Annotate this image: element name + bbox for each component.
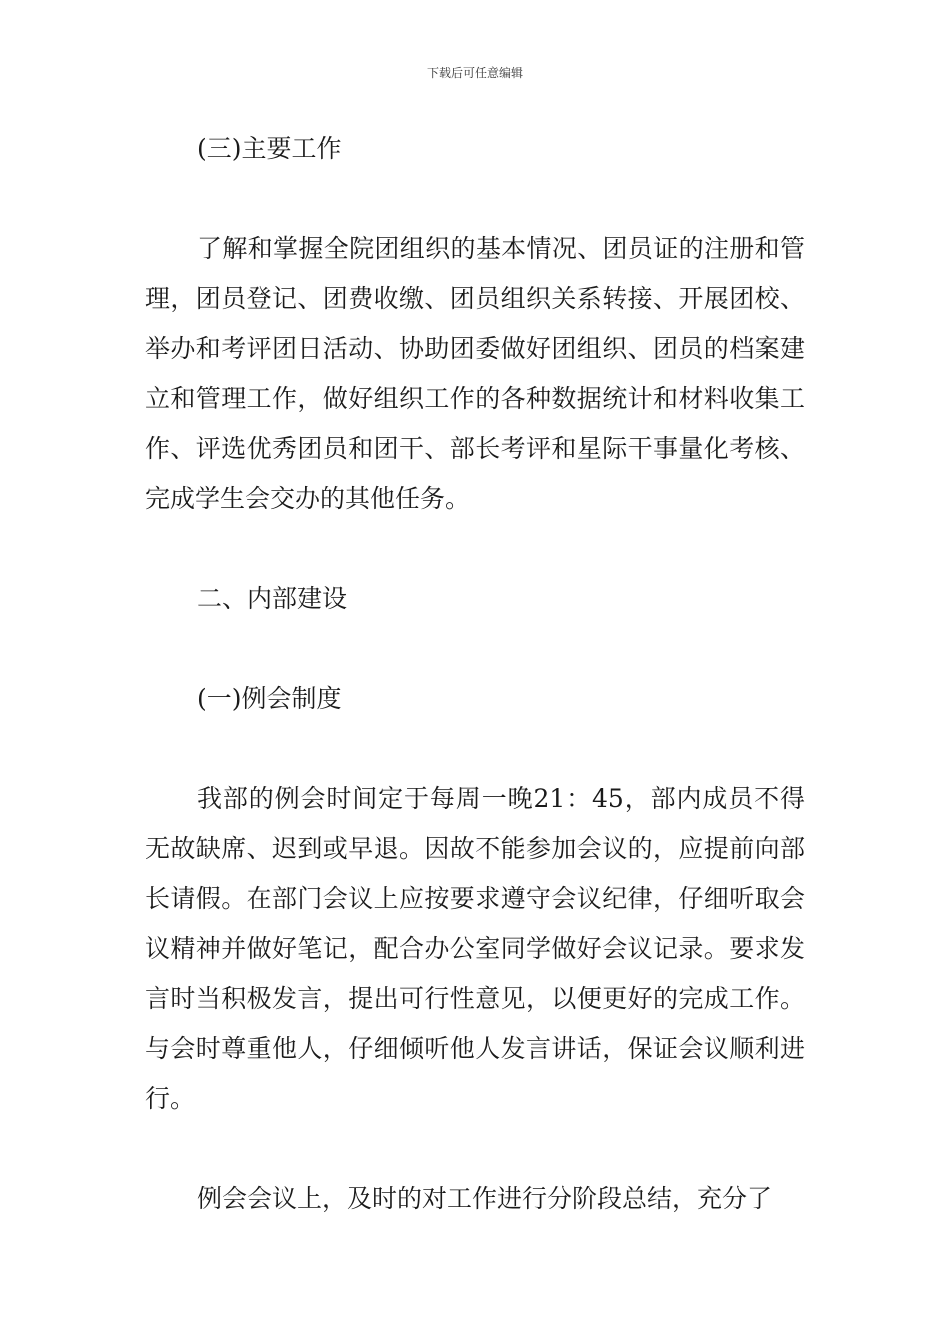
paragraph-main-work: 了解和掌握全院团组织的基本情况、团员证的注册和管理，团员登记、团费收缴、团员组织关系转接、开展团校、举办和考评团日活动、协助团委做好团组织、团员的档案建立和管理工作，做好组织工作的各种数据统计和材料收集工作、评选优秀团员和团干、部长考评和星际干事量化考核、完成学生会交办的其他任务。 [145, 234, 805, 513]
spacer [145, 724, 805, 774]
section-heading-meeting-system: (一)例会制度 [197, 684, 342, 713]
spacer [145, 524, 805, 574]
spacer [145, 1124, 805, 1174]
document-body [145, 124, 805, 1224]
section-heading-internal-construction: 二、内部建设 [197, 584, 348, 613]
paragraph-meeting-summary: 例会会议上，及时的对工作进行分阶段总结，充分了 [197, 1184, 773, 1213]
paragraph-meeting-rules: 我部的例会时间定于每周一晚21：45，部内成员不得无故缺席、迟到或早退。因故不能参加会议的，应提前向部长请假。在部门会议上应按要求遵守会议纪律，仔细听取会议精神并做好笔记，配合办公室同学做好会议记录。要求发言时当积极发言，提出可行性意见，以便更好的完成工作。与会时尊重他人，仔细倾听他人发言讲话，保证会议顺利进行。 [145, 784, 805, 1113]
spacer [145, 174, 805, 224]
section-heading-main-work: (三)主要工作 [197, 134, 342, 163]
page-header-note: 下载后可任意编辑 [426, 66, 523, 80]
spacer [145, 624, 805, 674]
